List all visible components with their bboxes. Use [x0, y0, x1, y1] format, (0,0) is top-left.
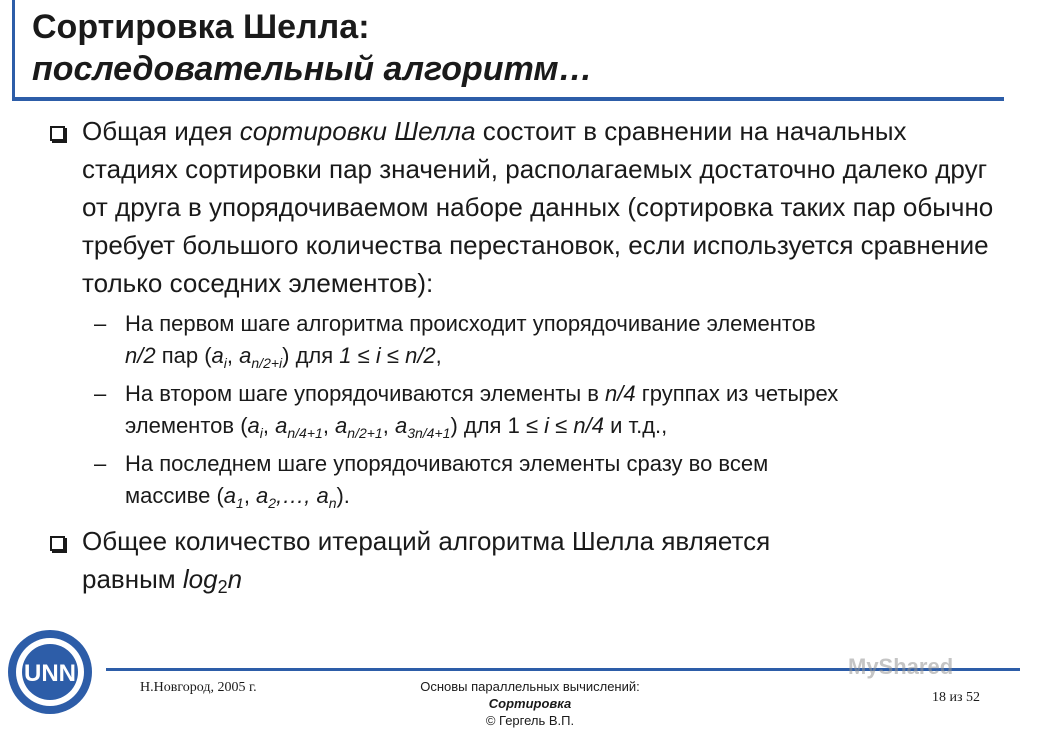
unn-logo-icon	[4, 626, 100, 716]
bullet-iterations: Общее количество итераций алгоритма Шелла является равным $\log_2n$	[48, 522, 1008, 598]
square-bullet-icon	[50, 126, 65, 141]
title-left-bar	[12, 0, 15, 100]
title-line-2: последовательный алгоритм…	[32, 50, 593, 88]
slide-content	[48, 108, 1008, 598]
slide-title	[32, 6, 593, 90]
title-rule	[12, 97, 1004, 101]
sub-bullet-step2: – На втором шаге упорядочиваются элементы в n/4 группах из четырех элементов ($a_i$, $a_{n/4+1}$, $a_{n/2+1}$, $a_{3n/4+1}$) для 1 ≤ i ≤ n/4 и т.д.,	[94, 381, 839, 441]
square-bullet-icon	[50, 536, 65, 551]
footer-location-year: Н.Новгород, 2005 г.	[140, 680, 257, 695]
sub-bullet-step1: – На первом шаге алгоритма происходит упорядочивание элементов n/2 пар ($a_i$, $a_{n/2+i}$) для 1 ≤ i ≤ n/2,	[94, 311, 816, 371]
sub-bullet-step3: – На последнем шаге упорядочиваются элементы сразу во всем массиве ($a_1$, $a_2,\dots$, $a_n$).	[94, 451, 769, 511]
watermark: MyShared	[848, 654, 954, 679]
bullet-general-idea: Общая идея сортировки Шелла состоит в сравнении на начальных стадиях сортировки пар значений, располагаемых достаточно далеко друг от друга в упорядочиваемом наборе данных (сортировка таких пар обычно требует большого количества перестановок, если используется сравнение только соседних элементов):	[48, 112, 1008, 302]
footer-page-number: 18 из 52	[931, 690, 980, 705]
svg-text:UNN: UNN	[24, 660, 76, 687]
footer-course-title: Основы параллельных вычислений: Сортировка © Гергель В.П.	[420, 679, 640, 728]
title-line-1: Сортировка Шелла:	[32, 8, 370, 46]
